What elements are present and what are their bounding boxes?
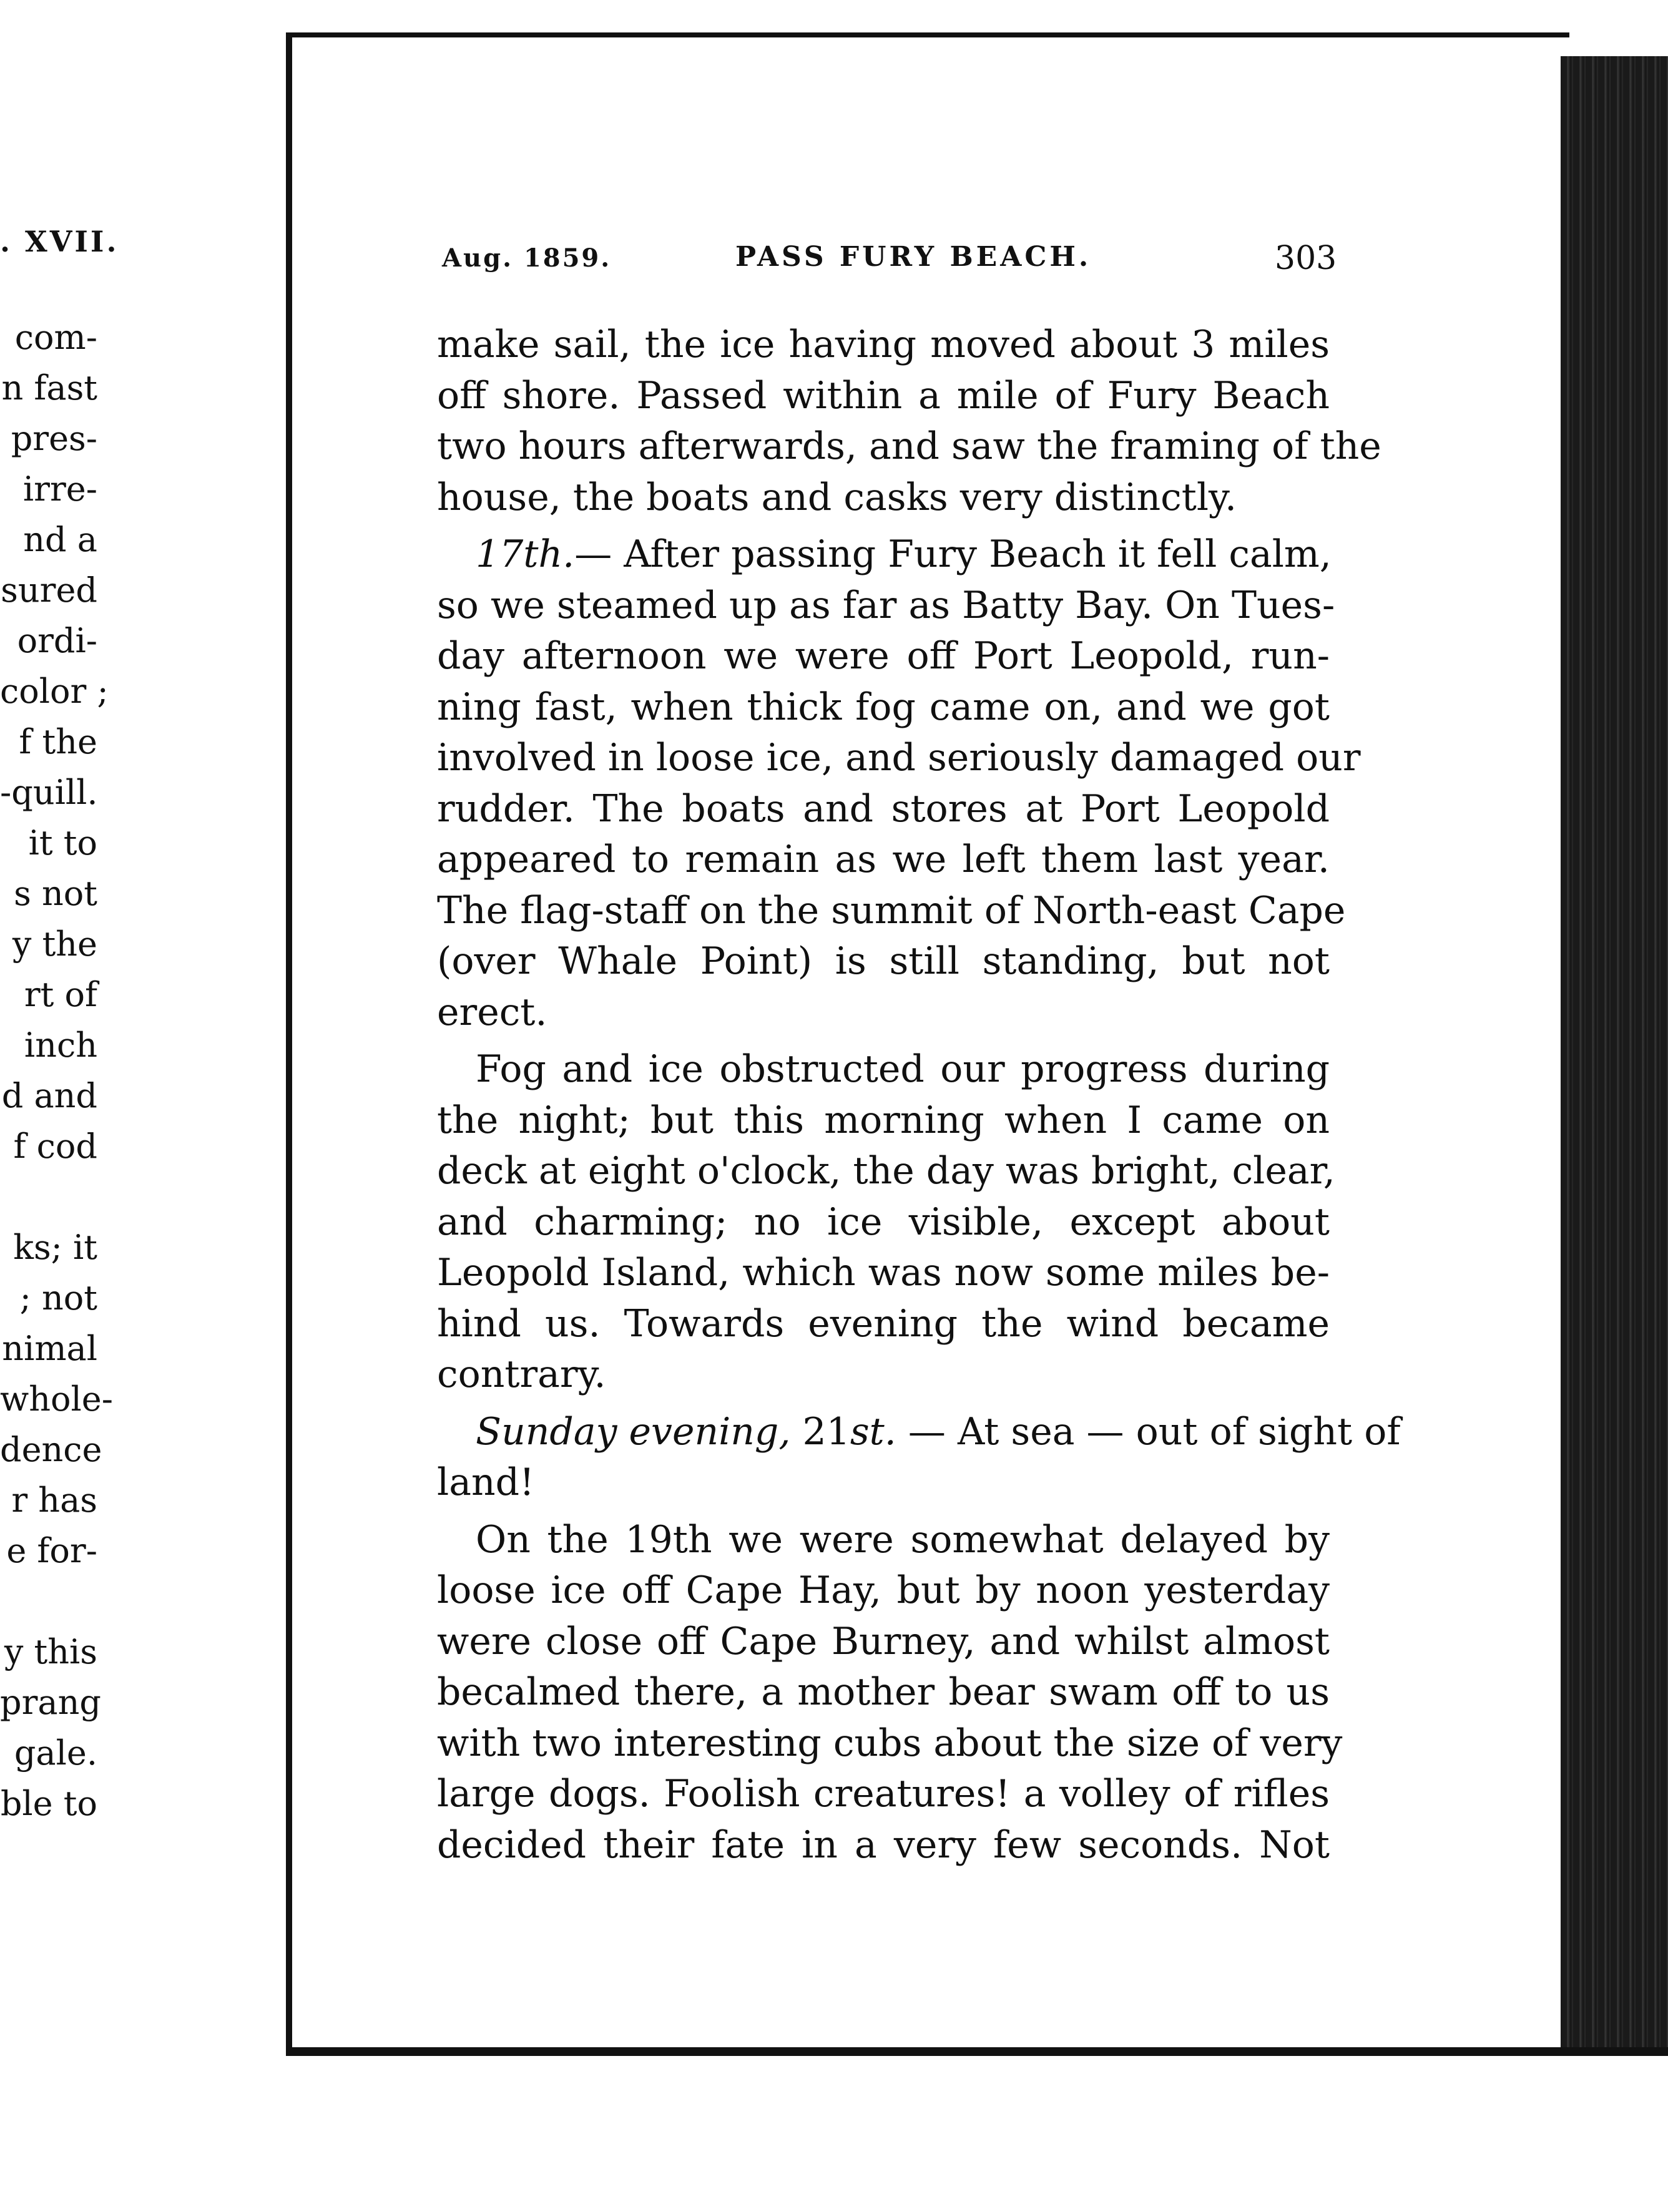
left-text-line: pres- [11,419,97,458]
left-text-line: whole- [0,1379,113,1419]
text-line: house, the boats and casks very distinctly. [437,475,1237,519]
text-line: Fog and ice obstructed our progress during [476,1047,1330,1091]
left-text-line: nimal [2,1329,97,1368]
text-line: decided their fate in a very few seconds. Not [437,1823,1330,1867]
date-lead: Sunday evening, [476,1409,791,1454]
left-text-line: rt of [24,975,97,1014]
text-line: make sail, the ice having moved about 3 miles [437,323,1330,366]
running-head-title: PASS FURY BEACH. [735,241,1092,273]
left-text-line: nd a [23,520,97,559]
text-line: On the 19th we were somewhat delayed by [476,1517,1330,1562]
left-page-running-head: . XVII. [0,225,119,258]
text-line: hind us. Towards evening the wind became [437,1301,1330,1346]
text-line: the night; but this morning when I came on [437,1098,1330,1142]
left-text-line: it to [28,823,97,863]
text-line: becalmed there, a mother bear swam off to us [437,1670,1330,1714]
paragraph [437,1407,1401,1509]
text-line: so we steamed up as far as Batty Bay. On Tues- [437,583,1335,627]
text-line: involved in loose ice, and seriously damaged our [437,736,1361,780]
text-line: two hours afterwards, and saw the framing of the [437,424,1381,468]
text-line: with two interesting cubs about the size of very [437,1721,1343,1765]
text-fragment: 21 [790,1409,850,1454]
left-text-line: n fast [1,368,97,408]
left-text-line: f the [19,722,97,761]
left-page-text [0,312,113,1829]
page-number: 303 [1275,240,1337,277]
text-line: land! [437,1461,535,1504]
left-text-line: irre- [22,469,97,509]
left-text-line: color ; [0,672,109,711]
page-bottom-edge [286,2047,1668,2056]
left-text-line: r has [11,1480,97,1520]
text-line: deck at eight o'clock, the day was bright, clear, [437,1149,1335,1193]
left-text-line: ; not [19,1278,97,1318]
left-text-line: e for- [6,1531,97,1570]
left-text-line: ble to [0,1784,97,1823]
left-text-line: d and [1,1076,97,1115]
text-line: large dogs. Foolish creatures! a volley of rifles [437,1772,1330,1816]
running-head-date: Aug. 1859. [442,243,612,273]
left-text-line: s not [14,874,97,913]
left-text-line: ordi- [17,621,97,660]
text-line: loose ice off Cape Hay, but by noon yesterday [437,1568,1330,1612]
left-text-line: -quill. [0,773,98,812]
text-fragment: — At sea — out of sight of [896,1409,1401,1454]
text-fragment: — After passing Fury Beach it fell calm, [574,532,1332,576]
date-lead: 17th. [476,532,575,576]
text-line [437,1407,1401,1458]
text-line: The flag-staff on the summit of North-east Cape [437,888,1346,932]
page-edge-shadow [1561,56,1668,2053]
text-line: rudder. The boats and stores at Port Leopold [437,786,1330,831]
left-text-line: y the [12,924,97,964]
left-text-line [0,1576,97,1627]
left-facing-page [0,37,283,2022]
paragraph [437,1044,1335,1401]
left-text-line: gale. [14,1733,97,1773]
paragraph [437,1515,1343,1871]
text-line: contrary. [437,1353,606,1396]
left-text-line: prang [0,1683,101,1722]
body-text [437,320,1401,1871]
text-line [437,529,1330,580]
text-line: were close off Cape Burney, and whilst almost [437,1619,1330,1663]
text-line: Leopold Island, which was now some miles be- [437,1251,1330,1294]
running-head [442,238,1341,282]
left-text-line: f cod [13,1127,97,1166]
text-line: off shore. Passed within a mile of Fury Beach [437,373,1330,418]
left-text-line [0,1172,97,1222]
text-line: ning fast, when thick fog came on, and we got [437,685,1330,729]
paragraph [437,320,1381,523]
left-text-line: y this [4,1632,97,1671]
text-line: and charming; no ice visible, except about [437,1200,1330,1244]
text-line: erect. [437,990,547,1034]
date-lead-suffix: st. [850,1409,896,1454]
left-text-line: dence [0,1430,102,1469]
left-text-line: ks; it [13,1228,97,1267]
left-text-line: com- [14,318,97,357]
text-line: (over Whale Point) is still standing, but not [437,939,1330,983]
text-line: day afternoon we were off Port Leopold, run- [437,634,1330,678]
paragraph [437,529,1361,1038]
left-text-line: sured [1,570,97,610]
text-line: appeared to remain as we left them last year. [437,838,1330,881]
left-text-line: inch [24,1025,97,1065]
